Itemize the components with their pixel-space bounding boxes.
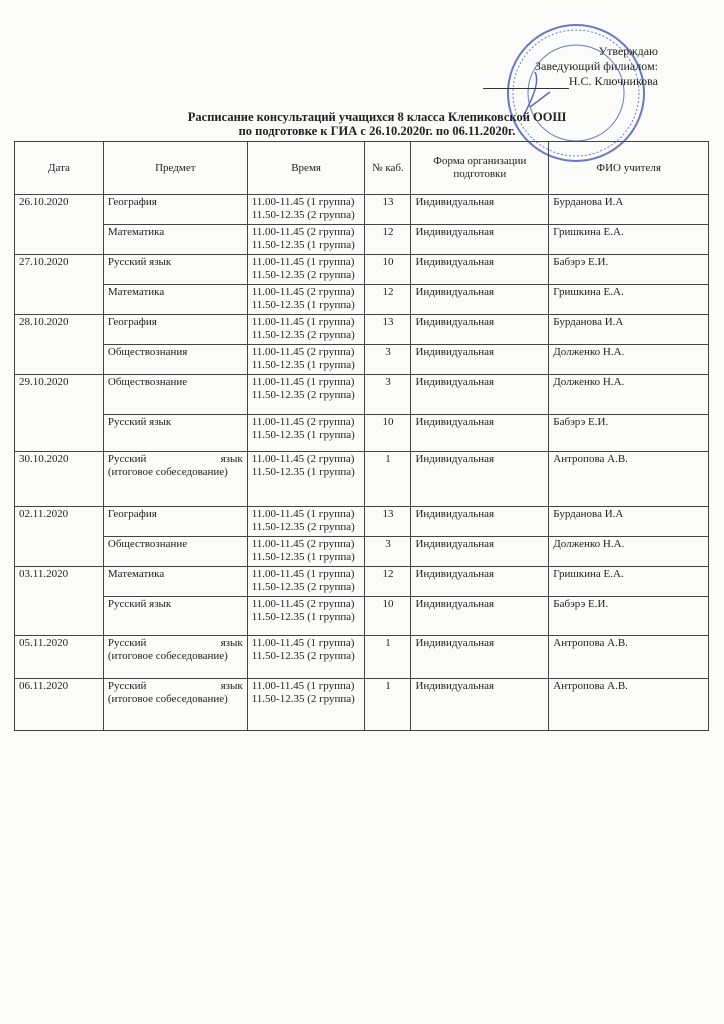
header-room: № каб. — [365, 142, 411, 195]
header-teacher: ФИО учителя — [549, 142, 709, 195]
cell-room: 3 — [365, 345, 411, 375]
cell-room: 13 — [365, 507, 411, 537]
time-slot: 11.00-11.45 (1 группа) — [251, 196, 355, 208]
cell-teacher: Бабэрэ Е.И. — [549, 255, 709, 285]
time-slot: 11.00-11.45 (1 группа) — [251, 316, 355, 328]
cell-teacher: Гришкина Е.А. — [549, 285, 709, 315]
cell-subject — [103, 285, 247, 315]
cell-subject — [103, 636, 247, 679]
time-slot: 11.00-11.45 (2 группа) — [251, 416, 355, 428]
cell-room: 12 — [365, 285, 411, 315]
cell-subject — [103, 375, 247, 415]
cell-form: Индивидуальная — [411, 345, 549, 375]
table-row — [15, 679, 709, 731]
cell-teacher: Долженко Н.А. — [549, 375, 709, 415]
time-slot: 11.50-12.35 (1 группа) — [251, 611, 355, 623]
cell-form: Индивидуальная — [411, 375, 549, 415]
cell-time — [247, 195, 365, 225]
cell-form: Индивидуальная — [411, 285, 549, 315]
cell-room: 10 — [365, 597, 411, 636]
cell-subject — [103, 537, 247, 567]
cell-teacher: Бабэрэ Е.И. — [549, 415, 709, 452]
cell-time — [247, 679, 365, 731]
table-row — [15, 285, 709, 315]
cell-time — [247, 636, 365, 679]
time-slot: 11.00-11.45 (2 группа) — [251, 598, 355, 610]
subject-name: Русский язык — [107, 453, 243, 465]
cell-form: Индивидуальная — [411, 567, 549, 597]
cell-date: 29.10.2020 — [15, 375, 104, 452]
table-row — [15, 452, 709, 507]
cell-form: Индивидуальная — [411, 537, 549, 567]
cell-subject — [103, 507, 247, 537]
time-slot: 11.50-12.35 (2 группа) — [251, 581, 355, 593]
header-time: Время — [247, 142, 365, 195]
subject-note: (итоговое собеседование) — [107, 693, 228, 705]
subject-name: Русский язык — [107, 680, 243, 692]
cell-date: 27.10.2020 — [15, 255, 104, 315]
time-slot: 11.50-12.35 (2 группа) — [251, 650, 355, 662]
time-slot: 11.50-12.35 (2 группа) — [251, 521, 355, 533]
time-slot: 11.00-11.45 (1 группа) — [251, 376, 355, 388]
table-row — [15, 507, 709, 537]
cell-subject — [103, 225, 247, 255]
cell-subject — [103, 315, 247, 345]
cell-subject — [103, 567, 247, 597]
cell-time — [247, 452, 365, 507]
cell-time — [247, 225, 365, 255]
cell-room: 13 — [365, 315, 411, 345]
time-slot: 11.50-12.35 (2 группа) — [251, 269, 355, 281]
cell-form: Индивидуальная — [411, 315, 549, 345]
title-line-1: Расписание консультаций учащихся 8 класса Клепиковской ООШ — [187, 110, 567, 124]
time-slot: 11.50-12.35 (2 группа) — [251, 209, 355, 221]
table-row — [15, 225, 709, 255]
cell-room: 3 — [365, 537, 411, 567]
table-row — [15, 415, 709, 452]
subject-name: Обществознание — [107, 376, 188, 388]
time-slot: 11.50-12.35 (2 группа) — [251, 693, 355, 705]
cell-room: 13 — [365, 195, 411, 225]
header-form: Форма организации подготовки — [411, 142, 549, 195]
subject-name: Математика — [107, 286, 165, 298]
cell-form: Индивидуальная — [411, 636, 549, 679]
cell-date: 26.10.2020 — [15, 195, 104, 255]
subject-name: Русский язык — [107, 256, 172, 268]
table-row — [15, 636, 709, 679]
approval-block — [483, 44, 658, 89]
cell-room: 1 — [365, 452, 411, 507]
time-slot: 11.00-11.45 (1 группа) — [251, 508, 355, 520]
time-slot: 11.50-12.35 (2 группа) — [251, 389, 355, 401]
subject-name: Русский язык — [107, 598, 172, 610]
table-row — [15, 345, 709, 375]
cell-teacher: Бабэрэ Е.И. — [549, 597, 709, 636]
cell-time — [247, 597, 365, 636]
subject-name: Математика — [107, 226, 165, 238]
cell-room: 10 — [365, 255, 411, 285]
title-line-2: по подготовке к ГИА с 26.10.2020г. по 06.11.2020г. — [238, 124, 516, 138]
cell-date: 05.11.2020 — [15, 636, 104, 679]
cell-form: Индивидуальная — [411, 597, 549, 636]
time-slot: 11.00-11.45 (2 группа) — [251, 226, 355, 238]
cell-teacher: Долженко Н.А. — [549, 537, 709, 567]
cell-room: 1 — [365, 636, 411, 679]
cell-room: 3 — [365, 375, 411, 415]
cell-time — [247, 537, 365, 567]
subject-name: Математика — [107, 568, 165, 580]
time-slot: 11.00-11.45 (1 группа) — [251, 568, 355, 580]
time-slot: 11.50-12.35 (1 группа) — [251, 551, 355, 563]
cell-form: Индивидуальная — [411, 679, 549, 731]
cell-time — [247, 415, 365, 452]
cell-date: 02.11.2020 — [15, 507, 104, 567]
cell-teacher: Бурданова И.А — [549, 315, 709, 345]
cell-form: Индивидуальная — [411, 415, 549, 452]
subject-name: Русский язык — [107, 416, 172, 428]
cell-form: Индивидуальная — [411, 225, 549, 255]
header-subject: Предмет — [103, 142, 247, 195]
cell-time — [247, 345, 365, 375]
cell-time — [247, 567, 365, 597]
cell-subject — [103, 195, 247, 225]
cell-date: 03.11.2020 — [15, 567, 104, 636]
cell-date: 28.10.2020 — [15, 315, 104, 375]
cell-time — [247, 255, 365, 285]
table-row — [15, 597, 709, 636]
time-slot: 11.00-11.45 (2 группа) — [251, 286, 355, 298]
cell-teacher: Гришкина Е.А. — [549, 567, 709, 597]
cell-room: 12 — [365, 225, 411, 255]
cell-teacher: Антропова А.В. — [549, 636, 709, 679]
cell-time — [247, 507, 365, 537]
cell-subject — [103, 597, 247, 636]
time-slot: 11.00-11.45 (1 группа) — [251, 680, 355, 692]
cell-subject — [103, 452, 247, 507]
cell-teacher: Гришкина Е.А. — [549, 225, 709, 255]
time-slot: 11.50-12.35 (1 группа) — [251, 299, 355, 311]
document-title — [0, 110, 724, 138]
cell-date: 06.11.2020 — [15, 679, 104, 731]
table-row — [15, 375, 709, 415]
approval-name: Н.С. Ключникова — [568, 74, 658, 88]
time-slot: 11.50-12.35 (1 группа) — [251, 466, 355, 478]
time-slot: 11.50-12.35 (1 группа) — [251, 429, 355, 441]
time-slot: 11.00-11.45 (2 группа) — [251, 453, 355, 465]
subject-name: География — [107, 196, 157, 208]
cell-teacher: Антропова А.В. — [549, 679, 709, 731]
schedule-table — [14, 141, 709, 731]
time-slot: 11.50-12.35 (1 группа) — [251, 359, 355, 371]
table-row — [15, 537, 709, 567]
time-slot: 11.00-11.45 (1 группа) — [251, 637, 355, 649]
cell-form: Индивидуальная — [411, 255, 549, 285]
table-row — [15, 195, 709, 225]
subject-note: (итоговое собеседование) — [107, 466, 228, 478]
cell-form: Индивидуальная — [411, 507, 549, 537]
header-date: Дата — [15, 142, 104, 195]
time-slot: 11.00-11.45 (2 группа) — [251, 346, 355, 358]
cell-teacher: Долженко Н.А. — [549, 345, 709, 375]
cell-form: Индивидуальная — [411, 452, 549, 507]
subject-name: Русский язык — [107, 637, 243, 649]
subject-name: География — [107, 316, 157, 328]
cell-time — [247, 315, 365, 345]
cell-time — [247, 375, 365, 415]
table-row — [15, 255, 709, 285]
time-slot: 11.50-12.35 (2 группа) — [251, 329, 355, 341]
cell-subject — [103, 345, 247, 375]
table-row — [15, 315, 709, 345]
cell-subject — [103, 255, 247, 285]
time-slot: 11.00-11.45 (1 группа) — [251, 256, 355, 268]
table-header-row — [15, 142, 709, 195]
cell-room: 1 — [365, 679, 411, 731]
cell-subject — [103, 679, 247, 731]
subject-name: Обществознание — [107, 538, 188, 550]
approval-position: Заведующий филиалом: — [535, 59, 658, 73]
approval-label: Утверждаю — [598, 44, 658, 58]
cell-room: 10 — [365, 415, 411, 452]
cell-subject — [103, 415, 247, 452]
signature-line — [483, 77, 569, 89]
subject-name: Обществознания — [107, 346, 188, 358]
cell-teacher: Бурданова И.А — [549, 507, 709, 537]
cell-teacher: Антропова А.В. — [549, 452, 709, 507]
cell-room: 12 — [365, 567, 411, 597]
subject-note: (итоговое собеседование) — [107, 650, 228, 662]
cell-form: Индивидуальная — [411, 195, 549, 225]
time-slot: 11.50-12.35 (1 группа) — [251, 239, 355, 251]
cell-date: 30.10.2020 — [15, 452, 104, 507]
cell-time — [247, 285, 365, 315]
subject-name: География — [107, 508, 157, 520]
cell-teacher: Бурданова И.А — [549, 195, 709, 225]
table-row — [15, 567, 709, 597]
time-slot: 11.00-11.45 (2 группа) — [251, 538, 355, 550]
